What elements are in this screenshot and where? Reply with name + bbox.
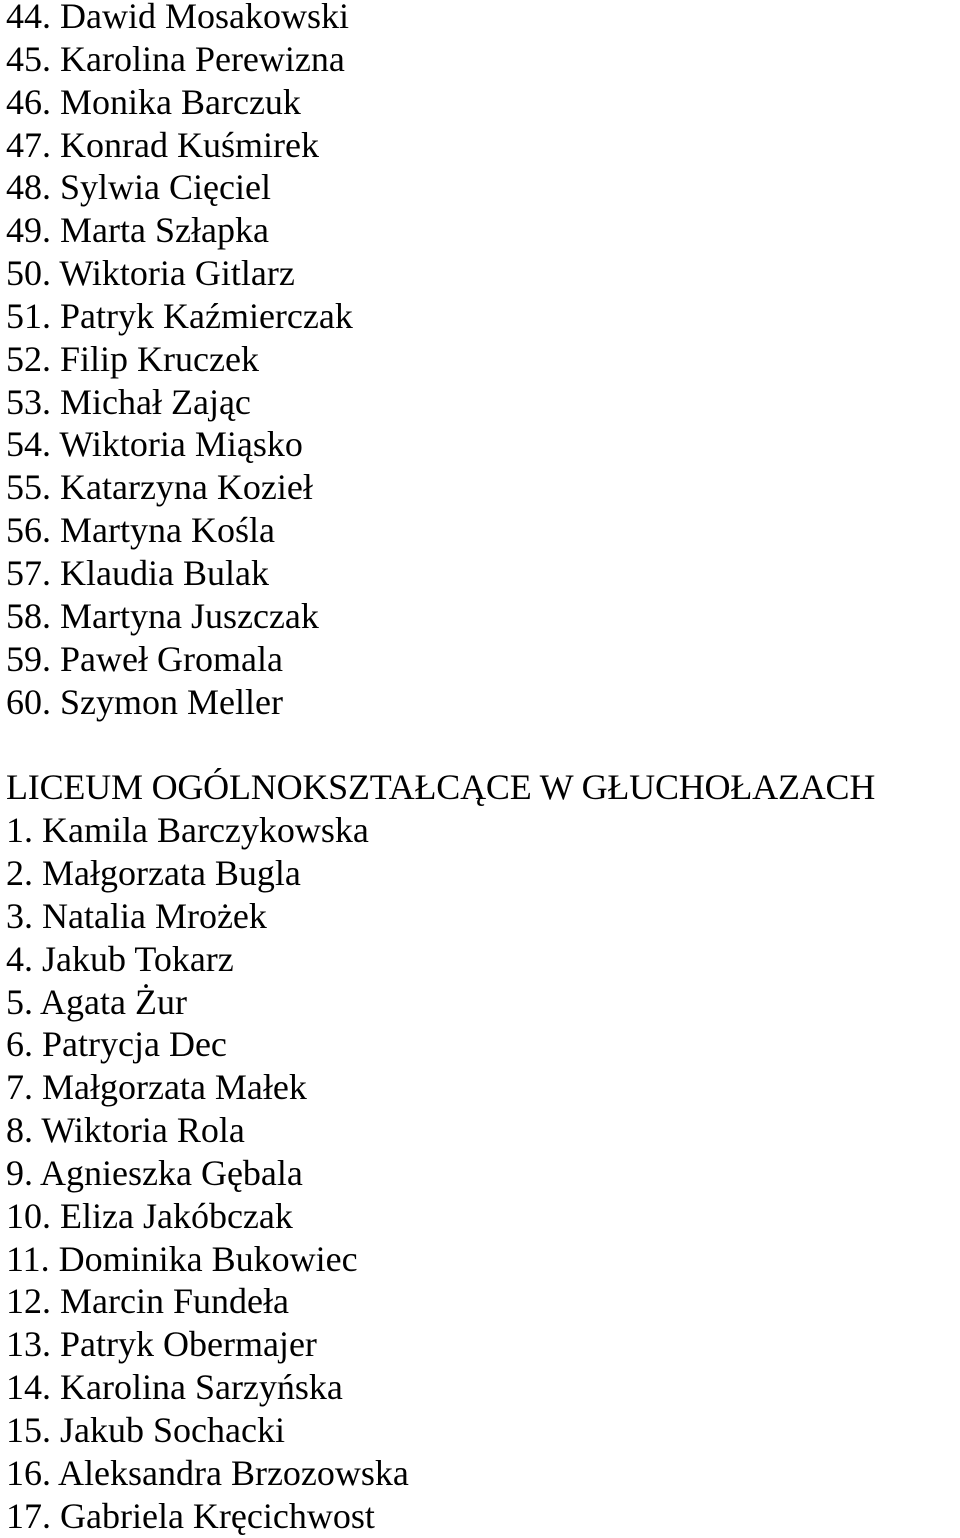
list-item: 57. Klaudia Bulak bbox=[6, 552, 269, 593]
list-item: 15. Jakub Sochacki bbox=[6, 1410, 285, 1450]
section-spacer bbox=[6, 723, 956, 766]
list-item: 12. Marcin Fundeła bbox=[6, 1281, 289, 1322]
school-section bbox=[6, 766, 956, 1537]
list-item: 2. Małgorzata Bugla bbox=[6, 853, 301, 894]
list-item: 10. Eliza Jakóbczak bbox=[6, 1195, 293, 1236]
list-item: 7. Małgorzata Małek bbox=[6, 1067, 307, 1108]
list-item: 9. Agnieszka Gębala bbox=[6, 1152, 303, 1193]
list-item: 4. Jakub Tokarz bbox=[6, 938, 234, 979]
list-item: 11. Dominika Bukowiec bbox=[6, 1238, 358, 1279]
school-heading: LICEUM OGÓLNOKSZTAŁCĄCE W GŁUCHOŁAZACH bbox=[6, 767, 876, 808]
list-item: 53. Michał Zając bbox=[6, 381, 251, 422]
list-item: 49. Marta Szłapka bbox=[6, 210, 269, 251]
list-item: 55. Katarzyna Kozieł bbox=[6, 467, 313, 508]
list-item: 52. Filip Kruczek bbox=[6, 338, 259, 379]
list-item: 48. Sylwia Cięciel bbox=[6, 167, 271, 208]
list-item: 44. Dawid Mosakowski bbox=[6, 0, 349, 36]
list-item: 14. Karolina Sarzyńska bbox=[6, 1367, 343, 1408]
list-item: 6. Patrycja Dec bbox=[6, 1024, 227, 1065]
list-item: 47. Konrad Kuśmirek bbox=[6, 124, 319, 165]
list-item: 1. Kamila Barczykowska bbox=[6, 810, 369, 851]
list-item: 16. Aleksandra Brzozowska bbox=[6, 1452, 409, 1493]
previous-section-list bbox=[6, 0, 956, 723]
list-item: 59. Paweł Gromala bbox=[6, 638, 283, 679]
list-item: 5. Agata Żur bbox=[6, 981, 187, 1022]
list-item: 51. Patryk Kaźmierczak bbox=[6, 295, 353, 336]
list-item: 56. Martyna Kośla bbox=[6, 510, 275, 551]
list-item: 13. Patryk Obermajer bbox=[6, 1324, 317, 1365]
list-item: 46. Monika Barczuk bbox=[6, 81, 301, 122]
list-item: 8. Wiktoria Rola bbox=[6, 1110, 245, 1151]
list-item: 45. Karolina Perewizna bbox=[6, 38, 345, 79]
document-page bbox=[6, 0, 956, 1538]
list-item: 50. Wiktoria Gitlarz bbox=[6, 253, 295, 294]
list-item: 17. Gabriela Kręcichwost bbox=[6, 1495, 375, 1536]
list-item: 54. Wiktoria Miąsko bbox=[6, 424, 303, 465]
list-item: 3. Natalia Mrożek bbox=[6, 895, 267, 936]
list-item: 60. Szymon Meller bbox=[6, 681, 283, 722]
list-item: 58. Martyna Juszczak bbox=[6, 595, 319, 636]
